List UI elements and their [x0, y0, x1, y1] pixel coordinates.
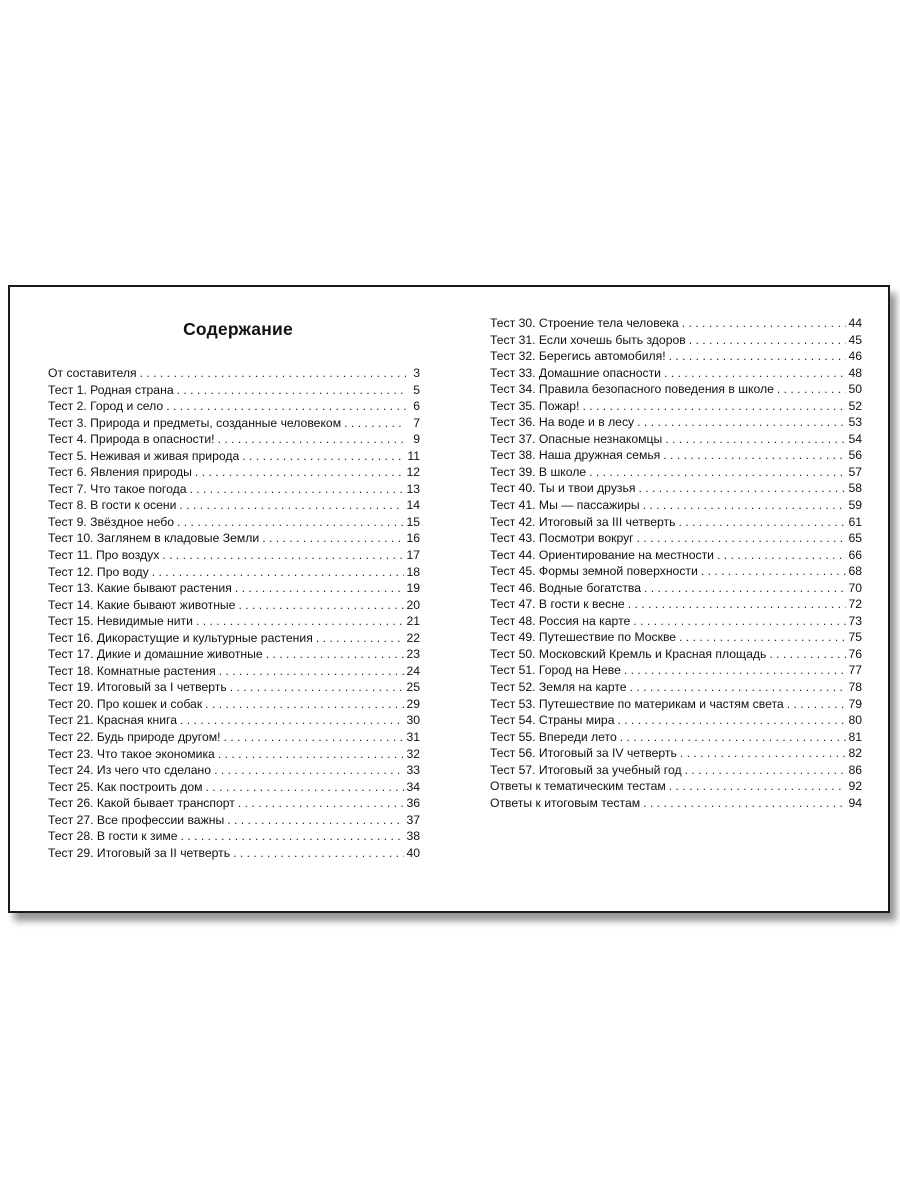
toc-entry-title: Тест 55. Впереди лето [490, 729, 617, 744]
toc-entry-title: Тест 47. В гости к весне [490, 597, 625, 612]
toc-entry-page-number: 7 [413, 415, 420, 430]
toc-entry-page-number: 70 [848, 580, 862, 595]
toc-entry [48, 729, 420, 746]
toc-entry-title: Тест 56. Итоговый за IV четверть [490, 746, 677, 761]
toc-entry-page-number: 3 [413, 366, 420, 380]
dot-leader [214, 762, 404, 779]
dot-leader [224, 729, 405, 746]
toc-entry [490, 447, 862, 464]
dot-leader [589, 464, 846, 481]
dot-leader [206, 779, 405, 796]
dot-leader [618, 712, 847, 729]
dot-leader [140, 365, 406, 382]
dot-leader [218, 746, 405, 763]
dot-leader [643, 497, 847, 514]
toc-title: Содержание [183, 319, 293, 339]
toc-entry [48, 564, 420, 581]
toc-entry-title: Тест 44. Ориентирование на местности [490, 547, 714, 562]
toc-entry-page-number: 45 [848, 332, 862, 347]
toc-entry-title: Тест 30. Строение тела человека [490, 316, 679, 330]
toc-entry [48, 431, 420, 448]
toc-entry-title: Тест 39. В школе [490, 464, 587, 479]
toc-entry-page-number: 59 [848, 498, 862, 513]
toc-entry-title: Тест 52. Земля на карте [490, 680, 627, 695]
toc-entry-page-number: 19 [406, 581, 420, 596]
toc-entry [48, 762, 420, 779]
toc-entry [490, 315, 862, 332]
dot-leader [219, 663, 405, 680]
toc-entry-title: Тест 36. На воде и в лесу [490, 415, 635, 430]
toc-entry-page-number: 13 [406, 481, 420, 496]
dot-leader [180, 712, 404, 729]
toc-entry-page-number: 23 [406, 647, 420, 662]
toc-entry [48, 448, 420, 465]
toc-entry [490, 431, 862, 448]
dot-leader [242, 448, 405, 465]
toc-entry-title: Тест 31. Если хочешь быть здоров [490, 332, 686, 347]
dot-leader [689, 332, 847, 349]
toc-entry-title: Тест 51. Город на Неве [490, 663, 621, 678]
toc-entry-title: Тест 22. Будь природе другом! [48, 730, 221, 745]
toc-entry [48, 696, 420, 713]
toc-entry-title: Тест 11. Про воздух [48, 548, 160, 563]
dot-leader [582, 398, 846, 415]
toc-entry-title: Тест 13. Какие бывают растения [48, 581, 232, 596]
toc-entry-page-number: 73 [848, 613, 862, 628]
toc-entry [48, 746, 420, 763]
dot-leader [669, 348, 847, 365]
toc-entry-page-number: 75 [848, 630, 862, 645]
dot-leader [663, 447, 846, 464]
toc-entry-page-number: 58 [848, 481, 862, 496]
toc-entry-title: Тест 10. Заглянем в кладовые Земли [48, 531, 260, 546]
dot-leader [769, 646, 846, 663]
toc-list-right [490, 315, 862, 811]
toc-entry-title: Тест 29. Итоговый за II четверть [48, 845, 231, 860]
toc-entry-title: Тест 33. Домашние опасности [490, 365, 661, 380]
dot-leader [678, 514, 846, 531]
dot-leader [685, 762, 847, 779]
toc-entry-title: Тест 12. Про воду [48, 564, 149, 579]
toc-entry [48, 663, 420, 680]
toc-entry-title: Тест 18. Комнатные растения [48, 663, 216, 678]
toc-entry [48, 382, 420, 399]
dot-leader [638, 480, 846, 497]
toc-entry-title: Тест 46. Водные богатства [490, 580, 642, 595]
toc-entry-page-number: 9 [413, 432, 420, 447]
toc-entry [48, 679, 420, 696]
toc-entry [490, 332, 862, 349]
dot-leader [680, 745, 847, 762]
dot-leader [196, 613, 404, 630]
left-page [48, 315, 420, 861]
right-page [490, 315, 862, 811]
toc-entry [48, 547, 420, 564]
toc-entry-page-number: 18 [406, 564, 420, 579]
toc-entry-title: Тест 38. Наша дружная семья [490, 448, 661, 463]
toc-entry-page-number: 34 [406, 779, 420, 794]
toc-entry [48, 597, 420, 614]
toc-entry-title: Тест 34. Правила безопасного поведения в школе [490, 382, 774, 397]
toc-entry-title: Тест 37. Опасные незнакомцы [490, 431, 663, 446]
toc-entry [490, 497, 862, 514]
toc-entry-title: Тест 26. Какой бывает транспорт [48, 796, 235, 811]
toc-entry [490, 547, 862, 564]
dot-leader [227, 812, 404, 829]
dot-leader [624, 662, 847, 679]
toc-entry-title: Тест 15. Невидимые нити [48, 614, 193, 629]
dot-leader [166, 398, 406, 415]
dot-leader [701, 563, 847, 580]
toc-entry-page-number: 66 [848, 547, 862, 562]
toc-entry-page-number: 68 [848, 564, 862, 579]
dot-leader [238, 795, 405, 812]
toc-entry-title: Тест 53. Путешествие по материкам и частям света [490, 696, 784, 711]
dot-leader [218, 431, 406, 448]
dot-leader [644, 580, 846, 597]
toc-entry [490, 530, 862, 547]
toc-entry [48, 630, 420, 647]
dot-leader [787, 696, 847, 713]
dot-leader [664, 365, 846, 382]
toc-entry-title: Тест 24. Из чего что сделано [48, 763, 212, 778]
toc-entry-page-number: 53 [848, 415, 862, 430]
toc-entry-page-number: 6 [413, 399, 420, 414]
toc-entry-page-number: 32 [406, 746, 420, 761]
toc-entry-title: Тест 43. Посмотри вокруг [490, 531, 634, 546]
dot-leader [238, 597, 404, 614]
toc-entry [490, 729, 862, 746]
toc-entry-page-number: 82 [848, 746, 862, 761]
toc-entry-page-number: 94 [848, 795, 862, 810]
toc-entry-page-number: 48 [848, 365, 862, 380]
toc-entry [490, 365, 862, 382]
dot-leader [205, 696, 404, 713]
toc-entry [48, 464, 420, 481]
toc-entry-page-number: 61 [848, 514, 862, 529]
toc-entry [48, 365, 420, 382]
toc-entry-page-number: 12 [406, 465, 420, 480]
toc-entry [48, 795, 420, 812]
dot-leader [179, 497, 404, 514]
dot-leader [230, 679, 405, 696]
toc-entry-page-number: 40 [406, 845, 420, 860]
toc-entry [490, 679, 862, 696]
toc-entry [48, 415, 420, 432]
toc-entry-title: Ответы к итоговым тестам [490, 795, 641, 810]
toc-entry [490, 480, 862, 497]
dot-leader [682, 315, 847, 332]
toc-entry-page-number: 56 [848, 448, 862, 463]
toc-entry-title: Тест 45. Формы земной поверхности [490, 564, 698, 579]
toc-entry [490, 629, 862, 646]
dot-leader [233, 845, 404, 862]
toc-entry-title: Тест 4. Природа в опасности! [48, 432, 215, 447]
dot-leader [637, 530, 847, 547]
toc-entry [490, 762, 862, 779]
dot-leader [262, 530, 404, 547]
toc-entry-title: Тест 57. Итоговый за учебный год [490, 762, 682, 777]
toc-entry-title: Тест 48. Россия на карте [490, 613, 631, 628]
toc-entry [48, 646, 420, 663]
toc-entry [490, 514, 862, 531]
toc-entry-page-number: 15 [406, 514, 420, 529]
dot-leader [235, 580, 405, 597]
toc-entry-page-number: 46 [848, 349, 862, 364]
toc-entry [48, 779, 420, 796]
toc-entry [48, 497, 420, 514]
toc-entry-page-number: 17 [406, 548, 420, 563]
toc-entry-page-number: 92 [848, 779, 862, 794]
dot-leader [669, 778, 847, 795]
toc-entry [490, 778, 862, 795]
toc-entry-title: Тест 14. Какие бывают животные [48, 597, 236, 612]
toc-entry-page-number: 33 [406, 763, 420, 778]
toc-entry-title: Тест 20. Про кошек и собак [48, 696, 203, 711]
dot-leader [189, 481, 404, 498]
toc-entry [490, 398, 862, 415]
toc-entry [48, 712, 420, 729]
dot-leader [344, 415, 406, 432]
toc-entry-title: Тест 32. Берегись автомобиля! [490, 349, 666, 364]
dot-leader [316, 630, 405, 647]
toc-entry-title: Тест 16. Дикорастущие и культурные растения [48, 630, 313, 645]
toc-entry [490, 662, 862, 679]
toc-entry-title: Тест 21. Красная книга [48, 713, 177, 728]
toc-entry-page-number: 5 [413, 382, 420, 397]
dot-leader [628, 596, 847, 613]
dot-leader [152, 564, 405, 581]
toc-entry [48, 613, 420, 630]
toc-entry [490, 348, 862, 365]
dot-leader [777, 381, 847, 398]
dot-leader [181, 828, 405, 845]
toc-entry [490, 745, 862, 762]
toc-entry [48, 812, 420, 829]
toc-entry-page-number: 77 [848, 663, 862, 678]
toc-entry-title: Тест 6. Явления природы [48, 465, 192, 480]
toc-entry-page-number: 81 [848, 729, 862, 744]
toc-entry-title: Тест 41. Мы — пассажиры [490, 498, 640, 513]
toc-entry-title: Тест 40. Ты и твои друзья [490, 481, 636, 496]
toc-entry-title: Тест 25. Как построить дом [48, 779, 203, 794]
toc-entry [490, 712, 862, 729]
dot-leader [195, 464, 405, 481]
dot-leader [633, 613, 846, 630]
toc-entry-page-number: 44 [848, 316, 862, 330]
dot-leader [679, 629, 846, 646]
toc-entry [490, 563, 862, 580]
toc-entry-page-number: 22 [406, 630, 420, 645]
toc-list-left [48, 365, 420, 861]
toc-entry [48, 845, 420, 862]
toc-entry-title: Тест 42. Итоговый за III четверть [490, 514, 676, 529]
toc-entry-title: От составителя [48, 366, 137, 380]
dot-leader [620, 729, 847, 746]
toc-entry-title: Ответы к тематическим тестам [490, 779, 666, 794]
toc-entry-title: Тест 28. В гости к зиме [48, 829, 178, 844]
toc-entry-page-number: 37 [406, 812, 420, 827]
book-spread [8, 285, 890, 913]
toc-entry-title: Тест 19. Итоговый за I четверть [48, 680, 227, 695]
toc-entry-page-number: 11 [407, 448, 420, 463]
toc-entry [490, 613, 862, 630]
toc-entry-page-number: 57 [848, 464, 862, 479]
toc-entry-page-number: 65 [848, 531, 862, 546]
toc-entry-page-number: 52 [848, 398, 862, 413]
toc-entry-page-number: 25 [406, 680, 420, 695]
toc-entry-title: Тест 27. Все профессии важны [48, 812, 225, 827]
toc-entry-title: Тест 17. Дикие и домашние животные [48, 647, 263, 662]
toc-entry-title: Тест 8. В гости к осени [48, 498, 177, 513]
toc-entry [490, 696, 862, 713]
toc-entry-page-number: 54 [848, 431, 862, 446]
toc-entry [490, 646, 862, 663]
toc-entry [48, 828, 420, 845]
dot-leader [162, 547, 404, 564]
toc-entry [490, 795, 862, 812]
toc-entry-page-number: 50 [848, 382, 862, 397]
toc-entry [490, 381, 862, 398]
dot-leader [665, 431, 846, 448]
toc-entry-page-number: 78 [848, 680, 862, 695]
toc-entry-title: Тест 50. Московский Кремль и Красная площадь [490, 646, 767, 661]
toc-entry [48, 580, 420, 597]
toc-entry [490, 414, 862, 431]
toc-entry-page-number: 86 [848, 762, 862, 777]
dot-leader [177, 382, 406, 399]
dot-leader [630, 679, 847, 696]
toc-entry [48, 481, 420, 498]
toc-entry-page-number: 14 [406, 498, 420, 513]
toc-entry-page-number: 76 [848, 646, 862, 661]
toc-entry-title: Тест 54. Страны мира [490, 713, 615, 728]
toc-entry-page-number: 16 [406, 531, 420, 546]
toc-entry-page-number: 24 [406, 663, 420, 678]
toc-entry [490, 596, 862, 613]
toc-entry-title: Тест 5. Неживая и живая природа [48, 448, 240, 463]
toc-entry-page-number: 38 [406, 829, 420, 844]
toc-entry-page-number: 20 [406, 597, 420, 612]
toc-entry-page-number: 31 [406, 730, 420, 745]
toc-entry-title: Тест 23. Что такое экономика [48, 746, 215, 761]
toc-entry-title: Тест 49. Путешествие по Москве [490, 630, 677, 645]
dot-leader [717, 547, 846, 564]
toc-entry-page-number: 30 [406, 713, 420, 728]
toc-entry [490, 580, 862, 597]
toc-entry-page-number: 29 [406, 696, 420, 711]
toc-entry-page-number: 72 [848, 597, 862, 612]
toc-entry [48, 530, 420, 547]
toc-entry-title: Тест 2. Город и село [48, 399, 164, 414]
toc-entry [48, 398, 420, 415]
toc-entry-title: Тест 7. Что такое погода [48, 481, 187, 496]
toc-entry [48, 514, 420, 531]
toc-entry-page-number: 80 [848, 713, 862, 728]
toc-entry-page-number: 21 [406, 614, 420, 629]
toc-entry-title: Тест 1. Родная страна [48, 382, 174, 397]
toc-entry-title: Тест 9. Звёздное небо [48, 514, 174, 529]
dot-leader [266, 646, 405, 663]
dot-leader [637, 414, 846, 431]
dot-leader [643, 795, 846, 812]
toc-entry [490, 464, 862, 481]
toc-entry-page-number: 36 [406, 796, 420, 811]
toc-entry-title: Тест 3. Природа и предметы, созданные человеком [48, 415, 342, 430]
toc-entry-page-number: 79 [848, 696, 862, 711]
toc-entry-title: Тест 35. Пожар! [490, 398, 580, 413]
dot-leader [177, 514, 404, 531]
